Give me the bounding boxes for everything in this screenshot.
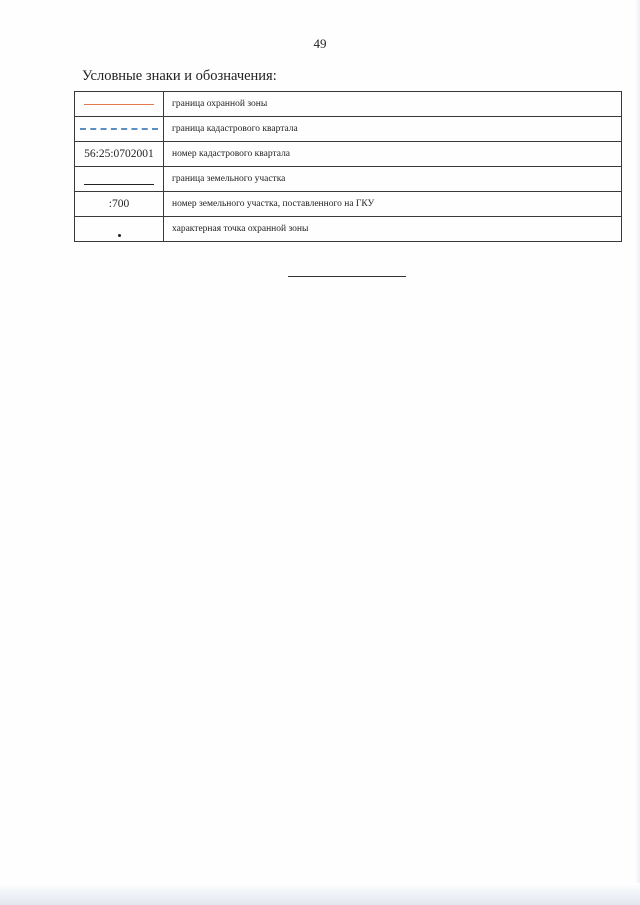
legend-symbol-cell xyxy=(75,117,164,142)
legend-symbol-cell xyxy=(75,217,164,242)
scan-edge-bottom xyxy=(0,883,640,905)
scan-edge-right xyxy=(634,0,640,905)
legend-row-land-plot-number xyxy=(75,192,622,217)
cadastral-quarter-boundary-dashed-line-icon xyxy=(80,128,158,130)
end-of-section-rule xyxy=(288,276,406,277)
characteristic-point-dot-icon xyxy=(118,234,121,237)
legend-description: граница кадастрового квартала xyxy=(164,117,622,142)
legend-symbol-cell xyxy=(75,92,164,117)
legend-description: граница охранной зоны xyxy=(164,92,622,117)
legend-row-characteristic-point xyxy=(75,217,622,242)
legend-description: характерная точка охранной зоны xyxy=(164,217,622,242)
protection-zone-boundary-line-icon xyxy=(84,104,154,105)
legend-row-land-plot-boundary xyxy=(75,167,622,192)
page-number: 49 xyxy=(313,36,327,51)
legend-description: номер кадастрового квартала xyxy=(164,142,622,167)
legend-symbol-text: :700 xyxy=(75,192,164,217)
legend-row-cadastral-quarter-number xyxy=(75,142,622,167)
legend-symbol-text: 56:25:0702001 xyxy=(75,142,164,167)
legend-row-cadastral-quarter-boundary xyxy=(75,117,622,142)
legend-row-protection-zone xyxy=(75,92,622,117)
legend-table xyxy=(74,91,622,242)
legend-description: номер земельного участка, поставленного на ГКУ xyxy=(164,192,622,217)
legend-title: Условные знаки и обозначения: xyxy=(82,68,277,84)
legend-description: граница земельного участка xyxy=(164,167,622,192)
land-plot-boundary-line-icon xyxy=(84,184,154,185)
legend-symbol-cell xyxy=(75,167,164,192)
